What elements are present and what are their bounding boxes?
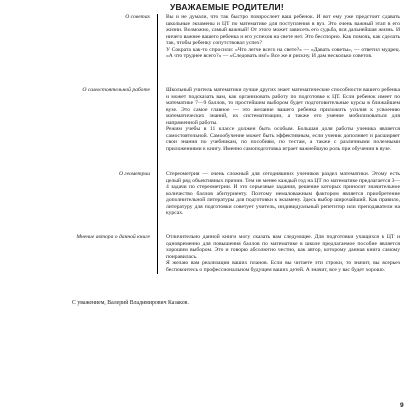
paragraph: Школьный учитель математики лучше других знает математические способности вашего ребенка и может подсказать вам, как организовать работу по подготовке к ЦТ. Если ребенок имеет по математике 7—9 баллов, то простейшим выбором будет подготовительные курсы в ближайшем вузе. Это самое главное — это желание вашего ребенка приложить усилия к усвоению математических знаний, их систематизации, а также его умение мобилизоваться для напряженной работы. bbox=[166, 87, 400, 126]
signature: С уважением, Валерий Владимирович Казаков. bbox=[72, 300, 189, 306]
section-body bbox=[166, 14, 400, 60]
section-title: О геометрии bbox=[118, 171, 150, 177]
section-body bbox=[166, 87, 400, 152]
section-body bbox=[166, 171, 400, 217]
paragraph: Стереометрия — очень сложный для сегодняшних учеников раздел математики. Этому есть целый ряд объективных причин. Тем не менее каждый год на ЦТ по математике предлагается 3—4 задачи по стереометрии. И это серьезные задания, решение которых приносит значительное количество баллов абитуриенту. Поэтому немаловажным фактором является приобретение дополнительной литературы для подготовки к экзамену. Здесь выбор широчайший. Как правило, литературу для подготовки советует учитель, индивидуальный репетитор или преподаватели на курсах. bbox=[166, 171, 400, 217]
paragraph: Отличительно данной книги могу сказать вам следующее. Для подготовки учащихся к ЦТ и одновременно для повышения баллов по математике в школе предлагаемое пособие является хорошим выбором. Это и говорю абсолютно честно, как автор, которому данная книга самому понравилась. bbox=[166, 234, 400, 260]
section-body bbox=[166, 234, 400, 273]
page-number: 9 bbox=[400, 402, 404, 409]
section-title: О самостоятельной работе bbox=[82, 87, 150, 93]
column-divider bbox=[157, 14, 158, 274]
page-heading: УВАЖАЕМЫЕ РОДИТЕЛИ! bbox=[170, 2, 284, 12]
paragraph: Я желаю вам реализации ваших планов. Если вы читаете эти строки, то значит, вы всерьез беспокоитесь о профессиональном будущем ваших детей. А значит, все у вас будет хорошо. bbox=[166, 260, 400, 273]
section-title: О советах bbox=[125, 14, 150, 20]
section-title: Мнение автора о данной книге bbox=[76, 234, 150, 240]
paragraph: Режим учебы в 11 классе должен быть особым. Большая доля работы ученика является самостоятельной. Самообучение может быть эффективным, если ученик дополняет и расширяет свои знания по учебникам, по пособиям, по тестам, а также с различными полезными приложениями к книгу. Именно самоподготовка играет важнейшую роль при обучении в вузе. bbox=[166, 126, 400, 152]
paragraph: У Сократа как-то спросили: «Что легче всего на свете?» — «Давать советы», — ответил мудрец. «А что труднее всего?» — «Следовать им!» Все же я рискну. И дам несколько советов. bbox=[166, 46, 400, 60]
paragraph: Вы и не думали, что так быстро повзрослеет ваш ребенок. И вот ему уже предстоит сдавать школьные экзамены и ЦТ по математике для поступления в вуз. Это очень важный этап в его жизни. Возможно, самый важный! От этого может зависеть его судьба, вся дальнейшая жизнь. И ничего важнее вашего ребенка и его успехов на свете нет. Это бесспорно. Как помочь, как сделать так, чтобы ребенку сопутствовал успех? bbox=[166, 14, 400, 47]
